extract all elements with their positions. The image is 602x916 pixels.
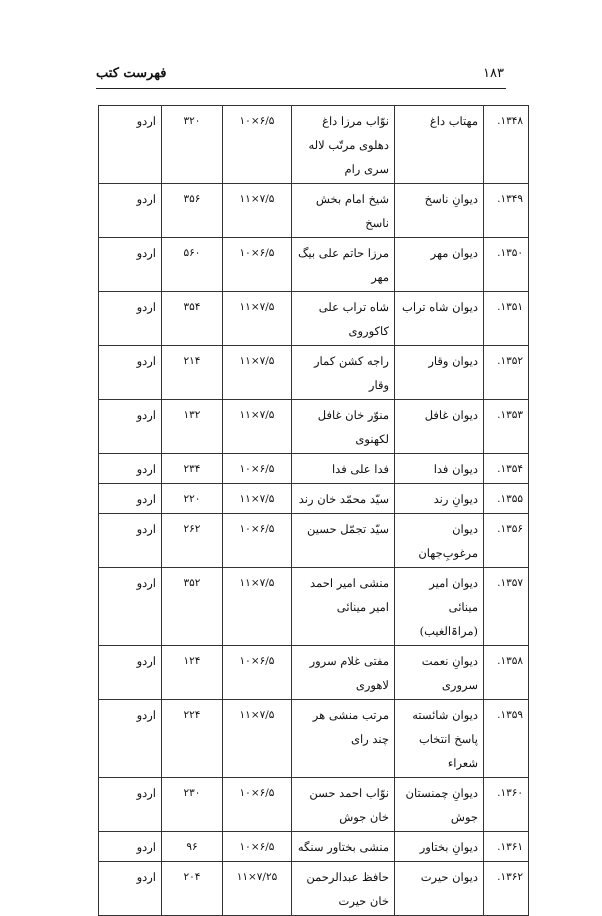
book-language: اردو <box>99 106 162 184</box>
table-row <box>99 832 529 862</box>
entry-number: ۱۳۴۸. <box>484 106 529 184</box>
table-row <box>99 514 529 568</box>
book-title: دیوانِ چمنستان جوش <box>395 778 484 832</box>
book-title: دیوان شائسته پاسخ انتخاب شعراء <box>395 700 484 778</box>
book-author: مرتب منشی هر چند رای <box>292 700 395 778</box>
book-size: ۱۱×۷/۵ <box>223 292 292 346</box>
table-row <box>99 778 529 832</box>
book-author: منوّر خان غافل لکهنوی <box>292 400 395 454</box>
book-author: سیّد محمّد خان رند <box>292 484 395 514</box>
book-title: دیوان غافل <box>395 400 484 454</box>
table-row <box>99 454 529 484</box>
book-language: اردو <box>99 778 162 832</box>
book-language: اردو <box>99 292 162 346</box>
book-author: نوّاب مرزا داغ دهلوی مرتّب لاله سری رام <box>292 106 395 184</box>
book-size: ۱۰×۶/۵ <box>223 514 292 568</box>
book-title: دیوان مهر <box>395 238 484 292</box>
book-title: دیوان وقار <box>395 346 484 400</box>
page-count: ۲۱۴ <box>162 346 223 400</box>
table-row <box>99 184 529 238</box>
book-title: دیوانِ نعمت سروری <box>395 646 484 700</box>
book-size: ۱۰×۶/۵ <box>223 238 292 292</box>
book-title: دیوان شاه تراب <box>395 292 484 346</box>
page-count: ۲۰۴ <box>162 862 223 916</box>
book-size: ۱۱×۷/۵ <box>223 568 292 646</box>
book-author: مرزا حاتم علی بیگ مهر <box>292 238 395 292</box>
page-count: ۱۲۴ <box>162 646 223 700</box>
entry-number: ۱۳۵۰. <box>484 238 529 292</box>
book-author: شیخ امام بخش ناسخ <box>292 184 395 238</box>
book-title: دیوانِ رند <box>395 484 484 514</box>
table-row <box>99 292 529 346</box>
book-size: ۱۰×۶/۵ <box>223 832 292 862</box>
book-author: منشی امیر احمد امیر مینائی <box>292 568 395 646</box>
table-row <box>99 484 529 514</box>
book-title: دیوان امیر مینائی (مراۃالغیب) <box>395 568 484 646</box>
book-language: اردو <box>99 514 162 568</box>
page-count: ۳۵۲ <box>162 568 223 646</box>
book-title: دیوانِ بختاور <box>395 832 484 862</box>
entry-number: ۱۳۶۱. <box>484 832 529 862</box>
page-count: ۹۶ <box>162 832 223 862</box>
page-count: ۳۵۶ <box>162 184 223 238</box>
book-language: اردو <box>99 832 162 862</box>
book-size: ۱۱×۷/۵ <box>223 700 292 778</box>
entry-number: ۱۳۵۸. <box>484 646 529 700</box>
book-language: اردو <box>99 184 162 238</box>
book-language: اردو <box>99 238 162 292</box>
book-author: حافظ عبدالرحمن خان حیرت <box>292 862 395 916</box>
entry-number: ۱۳۵۶. <box>484 514 529 568</box>
page-count: ۱۳۲ <box>162 400 223 454</box>
book-author: راجه کشن کمار وقار <box>292 346 395 400</box>
page-number: ۱۸۳ <box>483 66 504 81</box>
book-language: اردو <box>99 484 162 514</box>
book-author: مفتی غلام سرور لاهوری <box>292 646 395 700</box>
book-size: ۱۱×۷/۵ <box>223 184 292 238</box>
page-count: ۲۲۴ <box>162 700 223 778</box>
table-row <box>99 568 529 646</box>
book-title: دیوان مرغوبِ‌جهان <box>395 514 484 568</box>
entry-number: ۱۳۵۳. <box>484 400 529 454</box>
running-title: فهرست کتب <box>96 66 167 81</box>
entry-number: ۱۳۵۷. <box>484 568 529 646</box>
book-title: مهتاب داغ <box>395 106 484 184</box>
page-header <box>96 64 506 86</box>
book-size: ۱۰×۶/۵ <box>223 454 292 484</box>
book-author: سیّد تجمّل حسین <box>292 514 395 568</box>
table-row <box>99 400 529 454</box>
page-count: ۲۳۴ <box>162 454 223 484</box>
book-title: دیوان حیرت <box>395 862 484 916</box>
book-author: فدا علی فدا <box>292 454 395 484</box>
page-count: ۲۳۰ <box>162 778 223 832</box>
entry-number: ۱۳۶۰. <box>484 778 529 832</box>
book-size: ۱۱×۷/۵ <box>223 484 292 514</box>
book-title: دیوانِ ناسخ <box>395 184 484 238</box>
page-count: ۲۲۰ <box>162 484 223 514</box>
book-size: ۱۰×۶/۵ <box>223 106 292 184</box>
table-row <box>99 346 529 400</box>
page-count: ۵۶۰ <box>162 238 223 292</box>
book-author: نوّاب احمد حسن خان جوش <box>292 778 395 832</box>
table-row <box>99 106 529 184</box>
page-count: ۳۵۴ <box>162 292 223 346</box>
book-catalog-table <box>98 105 529 916</box>
entry-number: ۱۳۴۹. <box>484 184 529 238</box>
book-language: اردو <box>99 568 162 646</box>
entry-number: ۱۳۵۱. <box>484 292 529 346</box>
entry-number: ۱۳۵۹. <box>484 700 529 778</box>
table-row <box>99 700 529 778</box>
header-rule <box>96 88 506 89</box>
book-author: منشی بختاور سنگه <box>292 832 395 862</box>
entry-number: ۱۳۶۲. <box>484 862 529 916</box>
page-count: ۲۶۲ <box>162 514 223 568</box>
book-language: اردو <box>99 454 162 484</box>
book-size: ۱۰×۶/۵ <box>223 778 292 832</box>
table-row <box>99 862 529 916</box>
book-language: اردو <box>99 862 162 916</box>
book-size: ۱۰×۶/۵ <box>223 646 292 700</box>
book-size: ۱۱×۷/۵ <box>223 346 292 400</box>
entry-number: ۱۳۵۲. <box>484 346 529 400</box>
book-language: اردو <box>99 646 162 700</box>
table-row <box>99 646 529 700</box>
book-language: اردو <box>99 700 162 778</box>
book-language: اردو <box>99 400 162 454</box>
book-author: شاه تراب علی کاکوروی <box>292 292 395 346</box>
table-row <box>99 238 529 292</box>
entry-number: ۱۳۵۵. <box>484 484 529 514</box>
page-count: ۳۲۰ <box>162 106 223 184</box>
entry-number: ۱۳۵۴. <box>484 454 529 484</box>
book-size: ۱۱×۷/۲۵ <box>223 862 292 916</box>
book-title: دیوان فدا <box>395 454 484 484</box>
book-size: ۱۱×۷/۵ <box>223 400 292 454</box>
book-language: اردو <box>99 346 162 400</box>
